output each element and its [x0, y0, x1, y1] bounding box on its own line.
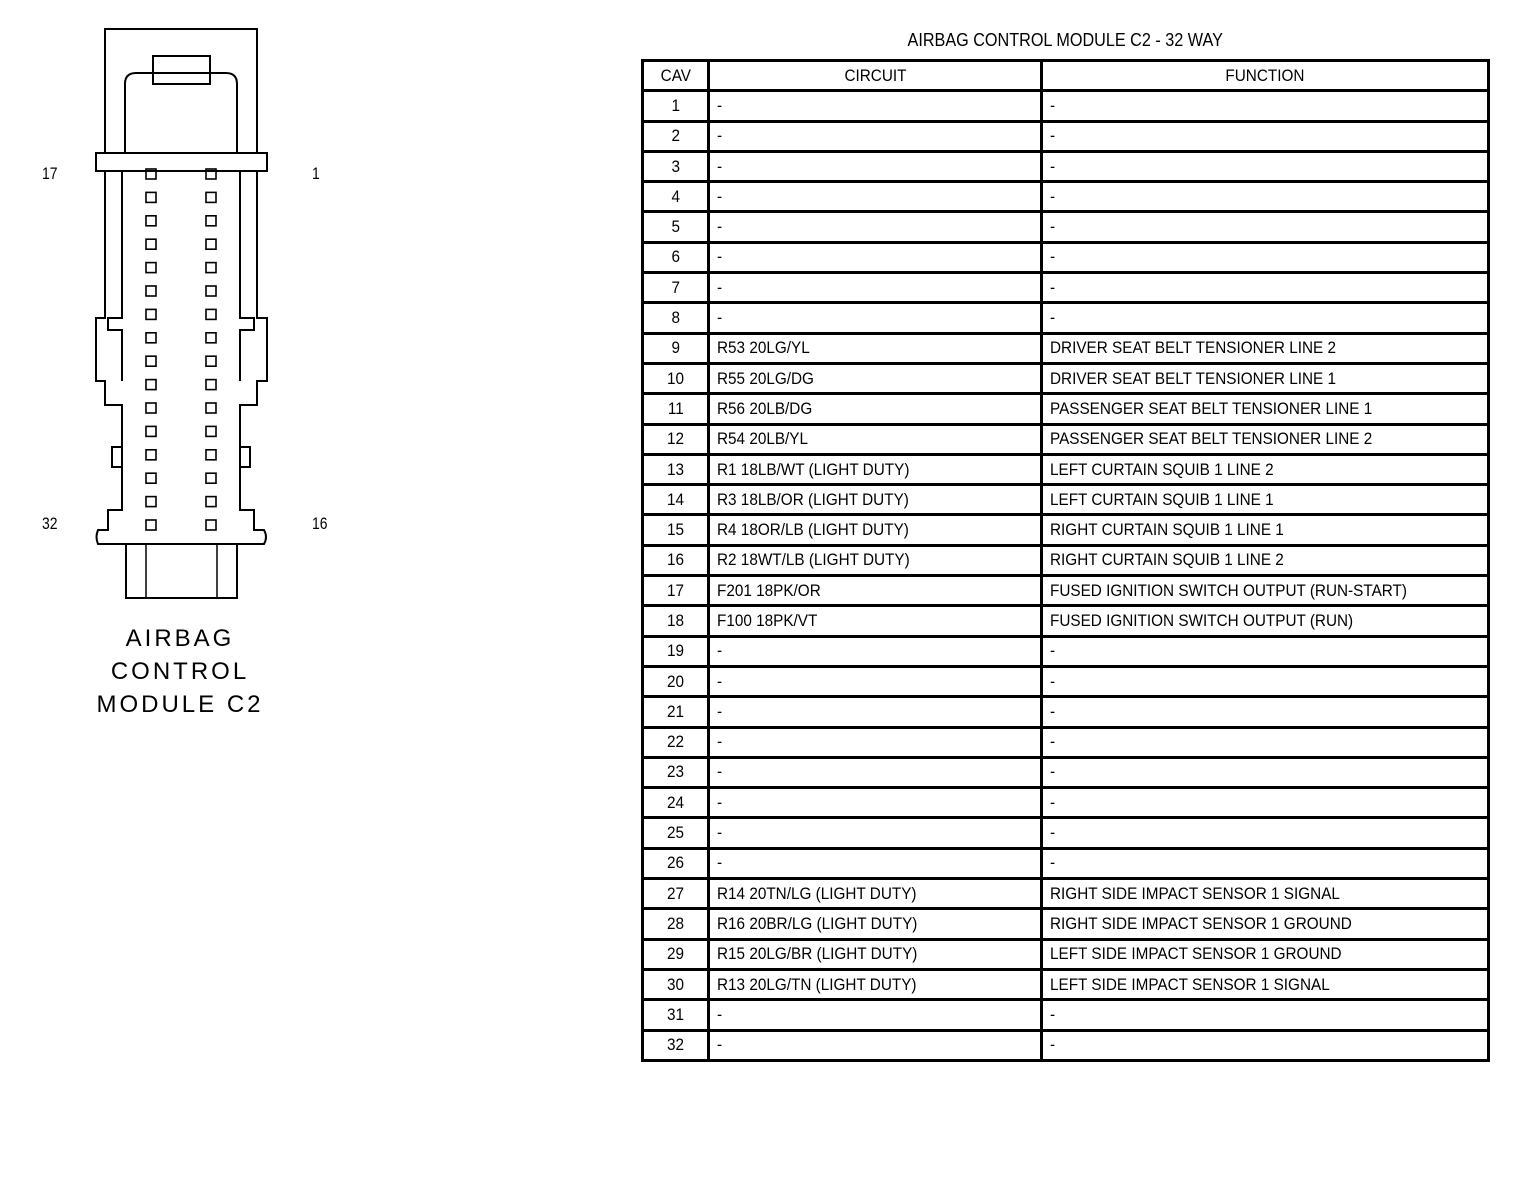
cav-cell: 5 [643, 212, 709, 242]
cavity-square [206, 286, 216, 296]
function-cell: RIGHT CURTAIN SQUIB 1 LINE 2 [1042, 545, 1489, 575]
cavity-square [146, 450, 156, 460]
cavity-square [206, 309, 216, 319]
table-row [643, 666, 1489, 696]
cav-cell: 16 [643, 545, 709, 575]
table-row [643, 969, 1489, 999]
circuit-cell: - [709, 1000, 1042, 1030]
cavity-square [206, 333, 216, 343]
table-row [643, 333, 1489, 363]
circuit-cell: - [709, 303, 1042, 333]
table-row [643, 121, 1489, 151]
cav-cell: 9 [643, 333, 709, 363]
circuit-cell: R15 20LG/BR (LIGHT DUTY) [709, 939, 1042, 969]
function-cell: - [1042, 273, 1489, 303]
function-cell: RIGHT SIDE IMPACT SENSOR 1 SIGNAL [1042, 879, 1489, 909]
cavity-square [206, 216, 216, 226]
function-cell: - [1042, 242, 1489, 272]
table-row [643, 515, 1489, 545]
connector-inner-wall-left [108, 171, 122, 381]
cav-cell: 14 [643, 485, 709, 515]
connector-inner-wall-right [240, 171, 254, 381]
table-row [643, 757, 1489, 787]
cavity-square [206, 497, 216, 507]
function-cell: FUSED IGNITION SWITCH OUTPUT (RUN) [1042, 606, 1489, 636]
cavity-square [146, 356, 156, 366]
table-row [643, 818, 1489, 848]
circuit-cell: - [709, 757, 1042, 787]
cavity-square [146, 497, 156, 507]
table-row [643, 485, 1489, 515]
table-row [643, 576, 1489, 606]
connector-title-line: AIRBAG [125, 625, 235, 652]
function-cell: - [1042, 182, 1489, 212]
circuit-cell: - [709, 182, 1042, 212]
circuit-cell: R53 20LG/YL [709, 333, 1042, 363]
table-row [643, 939, 1489, 969]
table-row [643, 1030, 1489, 1060]
cavity-square [146, 286, 156, 296]
table-title [644, 30, 1486, 51]
function-cell: - [1042, 91, 1489, 121]
function-cell: RIGHT CURTAIN SQUIB 1 LINE 1 [1042, 515, 1489, 545]
table-row [643, 91, 1489, 121]
table-row [643, 879, 1489, 909]
function-cell: - [1042, 697, 1489, 727]
cavity-square [206, 473, 216, 483]
pinout-table [641, 59, 1490, 1062]
table-row [643, 394, 1489, 424]
function-cell: - [1042, 1030, 1489, 1060]
cavity-square [146, 333, 156, 343]
cavity-square [146, 520, 156, 530]
function-cell: LEFT CURTAIN SQUIB 1 LINE 1 [1042, 485, 1489, 515]
table-row [643, 212, 1489, 242]
table-row [643, 182, 1489, 212]
circuit-cell: - [709, 121, 1042, 151]
table-row [643, 727, 1489, 757]
function-cell: PASSENGER SEAT BELT TENSIONER LINE 1 [1042, 394, 1489, 424]
table-row [643, 424, 1489, 454]
cav-cell: 28 [643, 909, 709, 939]
table-row [643, 303, 1489, 333]
cav-cell: 27 [643, 879, 709, 909]
function-cell: - [1042, 757, 1489, 787]
cav-cell: 26 [643, 848, 709, 878]
circuit-cell: - [709, 697, 1042, 727]
cav-cell: 32 [643, 1030, 709, 1060]
circuit-cell: - [709, 212, 1042, 242]
cav-cell: 7 [643, 273, 709, 303]
table-row [643, 273, 1489, 303]
circuit-cell: R14 20TN/LG (LIGHT DUTY) [709, 879, 1042, 909]
connector-title-line: CONTROL [110, 658, 250, 685]
connector-title [40, 622, 320, 721]
circuit-cell: - [709, 636, 1042, 666]
table-row [643, 909, 1489, 939]
cav-cell: 3 [643, 151, 709, 181]
connector-title-line: MODULE C2 [96, 691, 264, 718]
cavity-square [206, 380, 216, 390]
cavity-square [206, 356, 216, 366]
function-cell: DRIVER SEAT BELT TENSIONER LINE 1 [1042, 363, 1489, 393]
function-cell: - [1042, 1000, 1489, 1030]
cav-cell: 20 [643, 666, 709, 696]
function-cell: PASSENGER SEAT BELT TENSIONER LINE 2 [1042, 424, 1489, 454]
table-row [643, 454, 1489, 484]
cavity-grid [146, 169, 216, 530]
function-cell: DRIVER SEAT BELT TENSIONER LINE 2 [1042, 333, 1489, 363]
connector-latch-tab [153, 56, 210, 84]
cav-cell: 21 [643, 697, 709, 727]
cav-cell: 23 [643, 757, 709, 787]
circuit-cell: R56 20LB/DG [709, 394, 1042, 424]
cav-cell: 6 [643, 242, 709, 272]
cav-cell: 10 [643, 363, 709, 393]
circuit-cell: R1 18LB/WT (LIGHT DUTY) [709, 454, 1042, 484]
cavity-square [146, 380, 156, 390]
cavity-square [146, 239, 156, 249]
cav-cell: 19 [643, 636, 709, 666]
function-cell: LEFT SIDE IMPACT SENSOR 1 SIGNAL [1042, 969, 1489, 999]
table-row [643, 636, 1489, 666]
circuit-cell: R4 18OR/LB (LIGHT DUTY) [709, 515, 1042, 545]
circuit-cell: - [709, 666, 1042, 696]
function-cell: - [1042, 666, 1489, 696]
circuit-cell: F100 18PK/VT [709, 606, 1042, 636]
header-function: FUNCTION [1042, 61, 1489, 91]
circuit-cell: - [709, 242, 1042, 272]
cavity-square [146, 216, 156, 226]
cavity-square [206, 263, 216, 273]
cav-cell: 25 [643, 818, 709, 848]
header-circuit: CIRCUIT [709, 61, 1042, 91]
function-cell: LEFT CURTAIN SQUIB 1 LINE 2 [1042, 454, 1489, 484]
cav-cell: 24 [643, 788, 709, 818]
table-row [643, 363, 1489, 393]
function-cell: - [1042, 818, 1489, 848]
cavity-square [206, 239, 216, 249]
function-cell: - [1042, 848, 1489, 878]
circuit-cell: - [709, 151, 1042, 181]
cavity-square [206, 520, 216, 530]
cav-cell: 31 [643, 1000, 709, 1030]
connector-side-key-right [240, 447, 250, 467]
circuit-cell: F201 18PK/OR [709, 576, 1042, 606]
cavity-square [146, 426, 156, 436]
cav-cell: 22 [643, 727, 709, 757]
cav-cell: 11 [643, 394, 709, 424]
pin-label-32: 32 [42, 514, 58, 533]
table-row [643, 545, 1489, 575]
cavity-square [206, 403, 216, 413]
table-row [643, 242, 1489, 272]
pin-label-17: 17 [42, 164, 58, 183]
cav-cell: 1 [643, 91, 709, 121]
table-row [643, 151, 1489, 181]
cavity-square [146, 403, 156, 413]
function-cell: - [1042, 212, 1489, 242]
function-cell: - [1042, 636, 1489, 666]
table-row [643, 606, 1489, 636]
cavity-square [146, 309, 156, 319]
function-cell: - [1042, 303, 1489, 333]
cav-cell: 15 [643, 515, 709, 545]
cav-cell: 17 [643, 576, 709, 606]
function-cell: - [1042, 151, 1489, 181]
circuit-cell: - [709, 91, 1042, 121]
cavity-square [206, 192, 216, 202]
connector-top-housing [105, 29, 257, 153]
cavity-square [206, 450, 216, 460]
cav-cell: 13 [643, 454, 709, 484]
function-cell: FUSED IGNITION SWITCH OUTPUT (RUN-START) [1042, 576, 1489, 606]
cavity-square [206, 426, 216, 436]
circuit-cell: - [709, 818, 1042, 848]
table-row [643, 1000, 1489, 1030]
pin-label-1: 1 [312, 164, 320, 183]
function-cell: - [1042, 121, 1489, 151]
function-cell: LEFT SIDE IMPACT SENSOR 1 GROUND [1042, 939, 1489, 969]
function-cell: - [1042, 727, 1489, 757]
connector-side-key-left [112, 447, 122, 467]
table-row [643, 697, 1489, 727]
table-row [643, 788, 1489, 818]
cav-cell: 29 [643, 939, 709, 969]
function-cell: RIGHT SIDE IMPACT SENSOR 1 GROUND [1042, 909, 1489, 939]
pin-label-16: 16 [312, 514, 328, 533]
connector-bottom-boot [126, 544, 237, 598]
table-title-text: AIRBAG CONTROL MODULE C2 - 32 WAY [907, 30, 1223, 50]
cav-cell: 12 [643, 424, 709, 454]
circuit-cell: - [709, 727, 1042, 757]
circuit-cell: - [709, 273, 1042, 303]
circuit-cell: - [709, 788, 1042, 818]
function-cell: - [1042, 788, 1489, 818]
header-cav: CAV [643, 61, 709, 91]
cav-cell: 18 [643, 606, 709, 636]
cav-cell: 2 [643, 121, 709, 151]
circuit-cell: R55 20LG/DG [709, 363, 1042, 393]
circuit-cell: R3 18LB/OR (LIGHT DUTY) [709, 485, 1042, 515]
cav-cell: 30 [643, 969, 709, 999]
cavity-square [146, 192, 156, 202]
circuit-cell: R16 20BR/LG (LIGHT DUTY) [709, 909, 1042, 939]
circuit-cell: R54 20LB/YL [709, 424, 1042, 454]
circuit-cell: - [709, 848, 1042, 878]
table-header-row [643, 61, 1489, 91]
cavity-square [146, 473, 156, 483]
circuit-cell: - [709, 1030, 1042, 1060]
circuit-cell: R13 20LG/TN (LIGHT DUTY) [709, 969, 1042, 999]
table-row [643, 848, 1489, 878]
circuit-cell: R2 18WT/LB (LIGHT DUTY) [709, 545, 1042, 575]
cav-cell: 8 [643, 303, 709, 333]
cavity-square [146, 263, 156, 273]
cav-cell: 4 [643, 182, 709, 212]
connector-top-flange [96, 153, 267, 171]
